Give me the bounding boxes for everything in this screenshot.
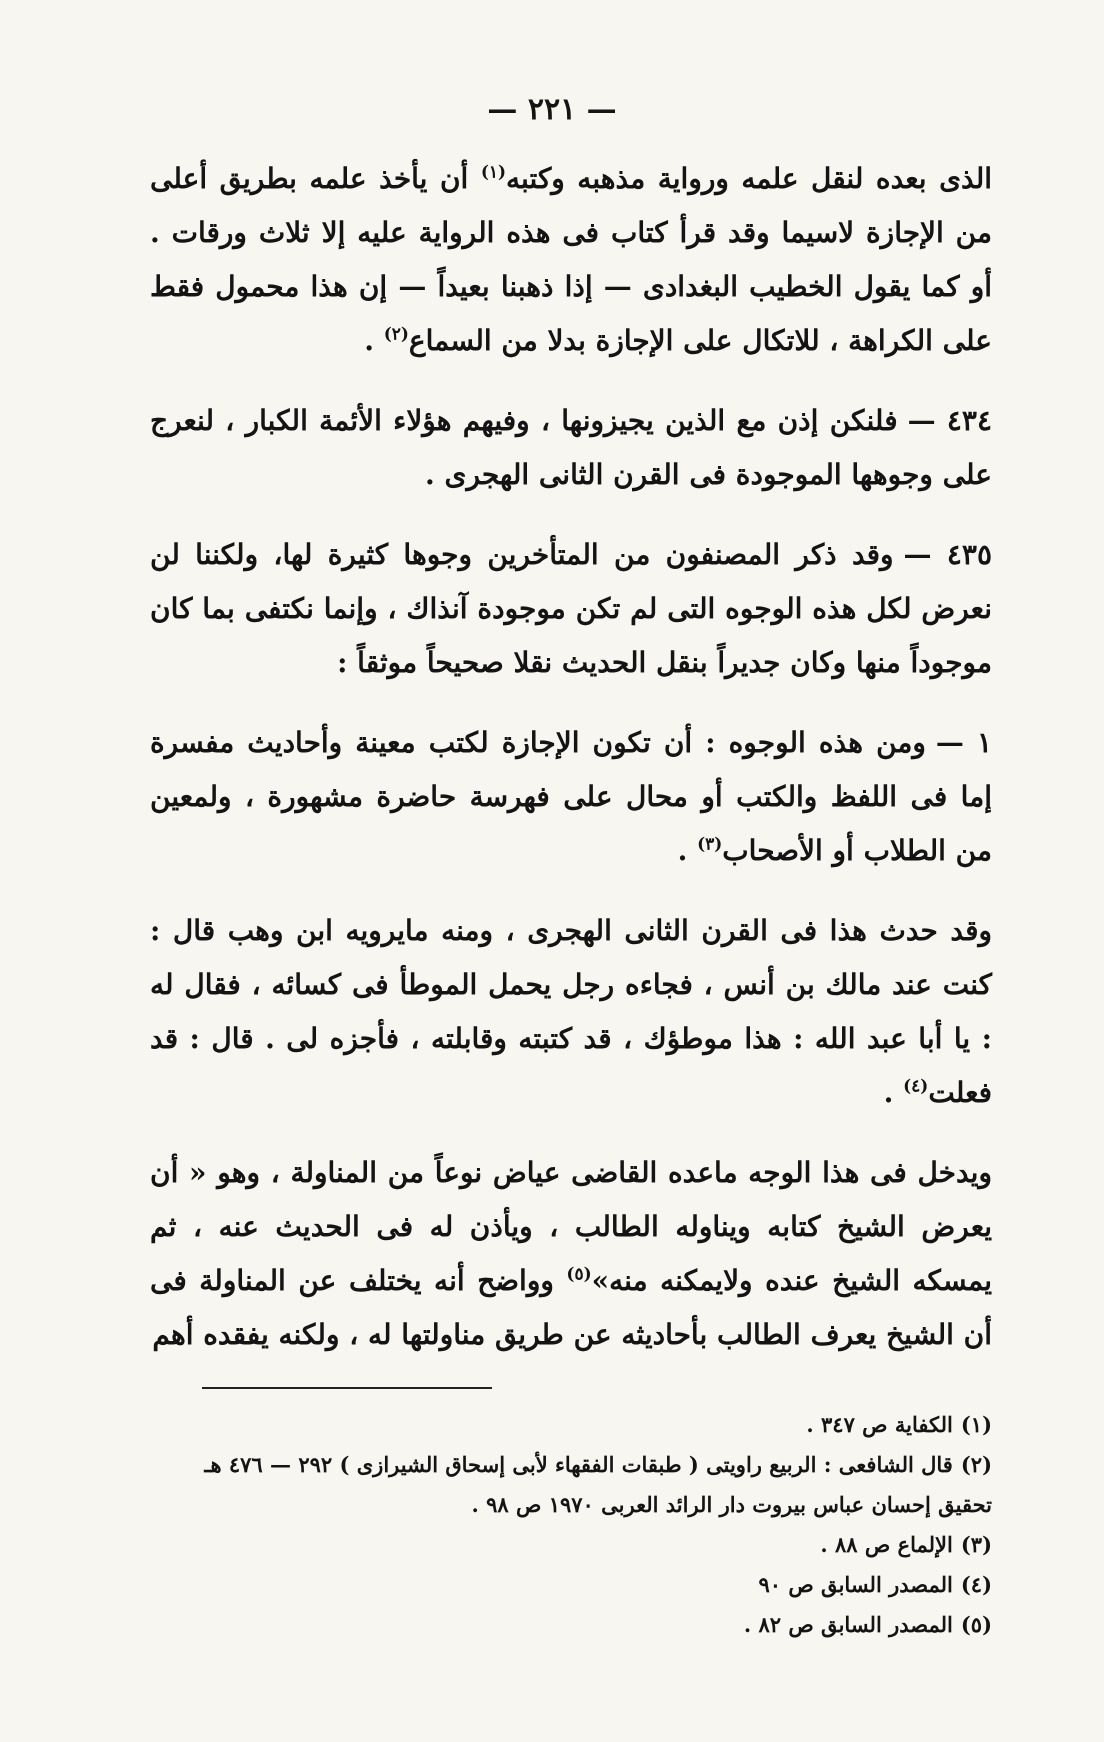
footnote-ref: (٢) bbox=[383, 324, 409, 345]
footnote-divider bbox=[202, 1387, 492, 1389]
footnote-mark: (٥) bbox=[960, 1612, 992, 1637]
paragraph-text: . bbox=[364, 324, 384, 357]
body-text bbox=[150, 152, 992, 1388]
paragraph-text: ومن هذه الوجوه : أن تكون الإجازة لكتب معينة وأحاديث مفسرة إما فى اللفظ والكتب أو محال على فهرسة حاضرة مشهورة ، ولمعين من الطلاب أو الأصحاب bbox=[150, 726, 992, 867]
paragraph-text: الذى بعده لنقل علمه ورواية مذهبه وكتبه bbox=[506, 162, 993, 195]
paragraph-text: وواضح أنه يختلف عن المناولة فى أن الشيخ يعرف الطالب بأحاديثه عن طريق مناولتها له ، ولكنه يفقده أهم bbox=[150, 1264, 992, 1351]
footnote-ref: (٣) bbox=[697, 834, 723, 855]
paragraph-number: ٤٣٤ — bbox=[907, 404, 992, 437]
footnote-ref: (٥) bbox=[566, 1264, 592, 1285]
footnote-ref: (٤) bbox=[903, 1076, 929, 1097]
paragraph-435 bbox=[150, 528, 992, 690]
paragraph-ibn-wahb bbox=[150, 904, 992, 1120]
footnote-text: الإلماع ص ٨٨ . bbox=[820, 1532, 953, 1557]
footnote-1 bbox=[110, 1405, 992, 1445]
paragraph-number: ١ — bbox=[935, 726, 992, 759]
footnote-text: المصدر السابق ص ٩٠ bbox=[758, 1572, 953, 1597]
footnote-3 bbox=[110, 1525, 992, 1565]
paragraph-text: أن يأخذ علمه بطريق أعلى من الإجازة لاسيما وقد قرأ كتاب فى هذه الرواية عليه إلا ثلاث ورقات . أو كما يقول الخطيب البغدادى — إذا ذهبنا بعيداً — إن هذا محمول فقط على الكراهة ، للاتكال على الإجازة بدلا من السماع bbox=[150, 162, 992, 357]
footnote-2-continued bbox=[110, 1485, 992, 1525]
paragraph-text: . bbox=[677, 834, 698, 867]
footnote-ref: (١) bbox=[480, 162, 507, 183]
footnotes bbox=[110, 1405, 992, 1645]
paragraph-text: . bbox=[883, 1076, 904, 1109]
footnote-2 bbox=[110, 1445, 992, 1485]
footnote-mark: (٢) bbox=[960, 1452, 992, 1477]
footnote-4 bbox=[110, 1565, 992, 1605]
paragraph-text: ويدخل فى هذا الوجه ماعده القاضى عياض نوعاً من المناولة ، وهو « أن يعرض الشيخ كتابه ويناوله الطالب ، ويأذن له فى الحديث عنه ، ثم يمسكه الشيخ عنده ولايمكنه منه» bbox=[150, 1156, 992, 1297]
footnote-mark: (٤) bbox=[960, 1572, 992, 1597]
footnote-text: تحقيق إحسان عباس بيروت دار الرائد العربى ١٩٧٠ ص ٩٨ . bbox=[471, 1492, 992, 1517]
paragraph-text: وقد حدث هذا فى القرن الثانى الهجرى ، ومنه مايرويه ابن وهب قال : كنت عند مالك بن أنس ، فجاءه رجل يحمل الموطأ فى كسائه ، فقال له : يا أبا عبد الله : هذا موطؤك ، قد كتبته وقابلته ، فأجزه لى . قال : قد فعلت bbox=[150, 914, 992, 1109]
paragraph-text: وقد ذكر المصنفون من المتأخرين وجوها كثيرة لها، ولكننا لن نعرض لكل هذه الوجوه التى لم تكن موجودة آنذاك ، وإنما نكتفى بما كان موجوداً منها وكان جديراً بنقل الحديث نقلا صحيحاً موثقاً : bbox=[150, 538, 992, 679]
paragraph-1 bbox=[150, 152, 992, 368]
footnote-text: قال الشافعى : الربيع راويتى ( طبقات الفقهاء لأبى إسحاق الشيرازى ) ٢٩٢ — ٤٧٦ هـ bbox=[204, 1452, 953, 1477]
footnote-5 bbox=[110, 1605, 992, 1645]
paragraph-number: ٤٣٥ — bbox=[903, 538, 992, 571]
footnote-text: المصدر السابق ص ٨٢ . bbox=[743, 1612, 953, 1637]
footnote-text: الكفاية ص ٣٤٧ . bbox=[806, 1412, 953, 1437]
footnote-mark: (١) bbox=[960, 1412, 992, 1437]
paragraph-item-1 bbox=[150, 716, 992, 878]
paragraph-434 bbox=[150, 394, 992, 502]
page-number: — ٢٢١ — bbox=[487, 92, 617, 127]
paragraph-munawala bbox=[150, 1146, 992, 1362]
footnote-mark: (٣) bbox=[960, 1532, 992, 1557]
paragraph-text: فلنكن إذن مع الذين يجيزونها ، وفيهم هؤلاء الأئمة الكبار ، لنعرج على وجوهها الموجودة فى القرن الثانى الهجرى . bbox=[150, 404, 992, 491]
